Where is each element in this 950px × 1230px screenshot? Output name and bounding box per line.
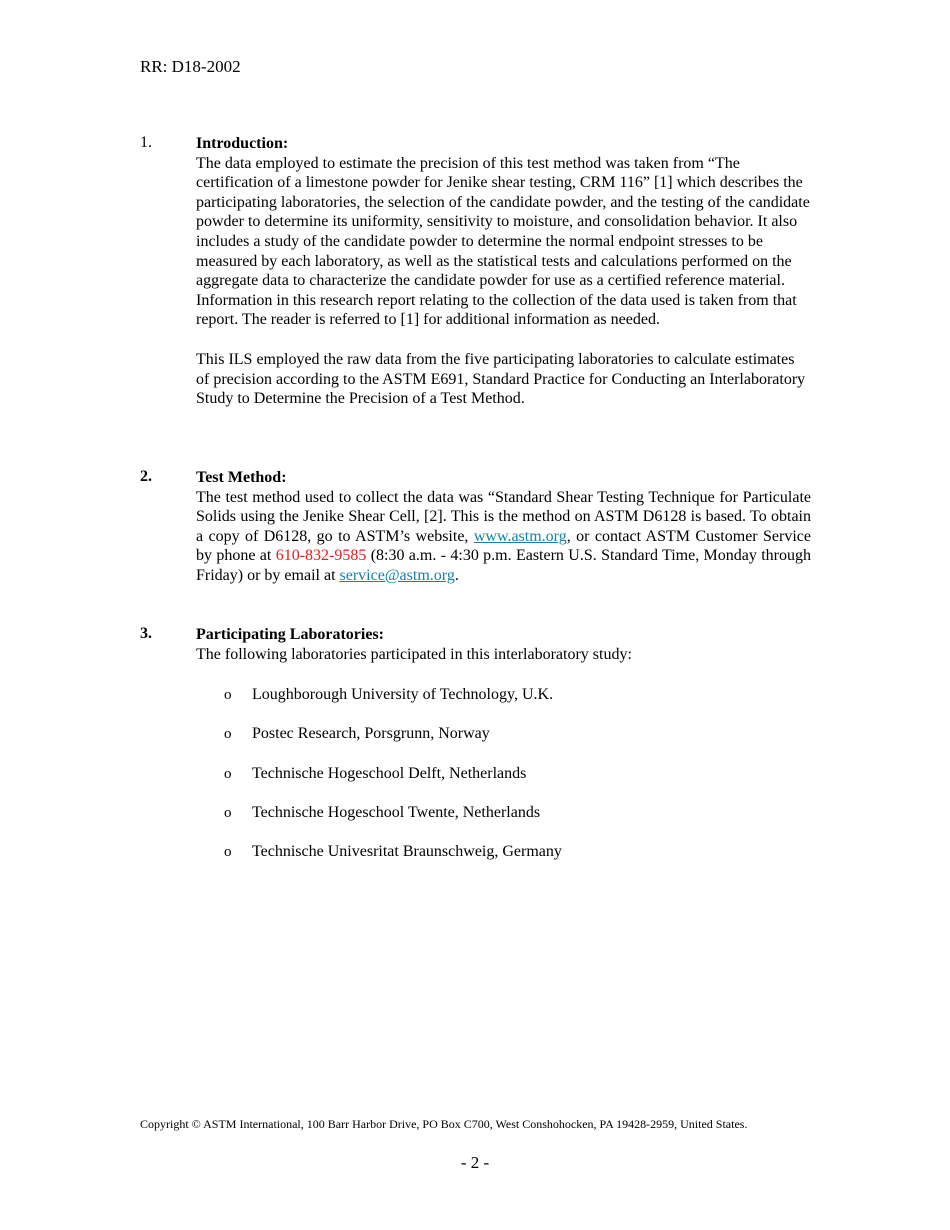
labs-intro: The following laboratories participated in this interlaboratory study: <box>196 645 632 663</box>
lab-name: Technische Hogeschool Twente, Netherlands <box>252 803 541 821</box>
section-title: Test Method: <box>196 469 287 486</box>
method-text: The test method used to collect the data was “Standard Shear Testing Technique for Particulate Solids using the Jenike Shear Cell, [2]. This is the method on ASTM D6128 is based. To obtain a copy of D6128, go to ASTM’s website, <box>196 488 811 545</box>
copyright-notice: Copyright © ASTM International, 100 Barr Harbor Drive, PO Box C700, West Conshohocken, PA 19428-2959, United States. <box>140 1117 748 1131</box>
service-email-link[interactable]: service@astm.org <box>339 566 455 584</box>
lab-name: Technische Univesritat Braunschweig, Germany <box>252 843 562 861</box>
bullet-icon: o <box>224 844 232 861</box>
intro-paragraph-1: The data employed to estimate the precision of this test method was taken from “The certification of a limestone powder for Jenike shear testing, CRM 116” [1] which describes the participating laboratories, the selection of the candidate powder, and the testing of the candidate powder to determine its uniformity, sensitivity to moisture, and consolidation behavior. It also includes a study of the candidate powder to determine the normal endpoint stresses to be measured by each laboratory, as well as the statistical tests and calculations performed on the aggregate data to characterize the candidate powder for use as a certified reference material. Information in this research report relating to the collection of the data used is taken from that report. The reader is referred to [1] for additional information as needed. <box>196 154 810 329</box>
method-paragraph <box>196 488 811 586</box>
method-text: . <box>454 566 459 584</box>
lab-name: Technische Hogeschool Delft, Netherlands <box>252 764 527 782</box>
document-header: RR: D18-2002 <box>140 57 241 76</box>
section-number: 2. <box>140 468 152 485</box>
section-participating-laboratories <box>140 625 811 664</box>
bullet-icon: o <box>224 726 232 743</box>
method-text: (8:30 a.m. - 4:30 p.m. Eastern U.S. Standard Time, Monday through Friday) or by email at <box>196 547 811 584</box>
section-introduction <box>140 134 811 409</box>
lab-name: Loughborough University of Technology, U.K. <box>252 686 554 703</box>
page-number: - 2 - <box>460 1153 490 1172</box>
bullet-icon: o <box>224 804 232 821</box>
astm-website-link[interactable]: www.astm.org <box>473 527 567 545</box>
lab-name: Postec Research, Porsgrunn, Norway <box>252 725 490 743</box>
section-test-method <box>140 468 811 586</box>
method-text: , or contact ASTM Customer Service by phone at <box>196 527 811 565</box>
section-number: 1. <box>140 134 152 151</box>
customer-service-phone: 610-832-9585 <box>275 547 367 565</box>
intro-paragraph-2: This ILS employed the raw data from the five participating laboratories to calculate estimates of precision according to the ASTM E691, Standard Practice for Conducting an Interlaboratory Study to Determine the Precision of a Test Method. <box>196 350 806 408</box>
section-title: Introduction: <box>196 135 289 152</box>
bullet-icon: o <box>224 765 232 782</box>
section-title: Participating Laboratories: <box>196 626 384 643</box>
section-number: 3. <box>140 625 152 642</box>
bullet-icon: o <box>224 687 232 703</box>
